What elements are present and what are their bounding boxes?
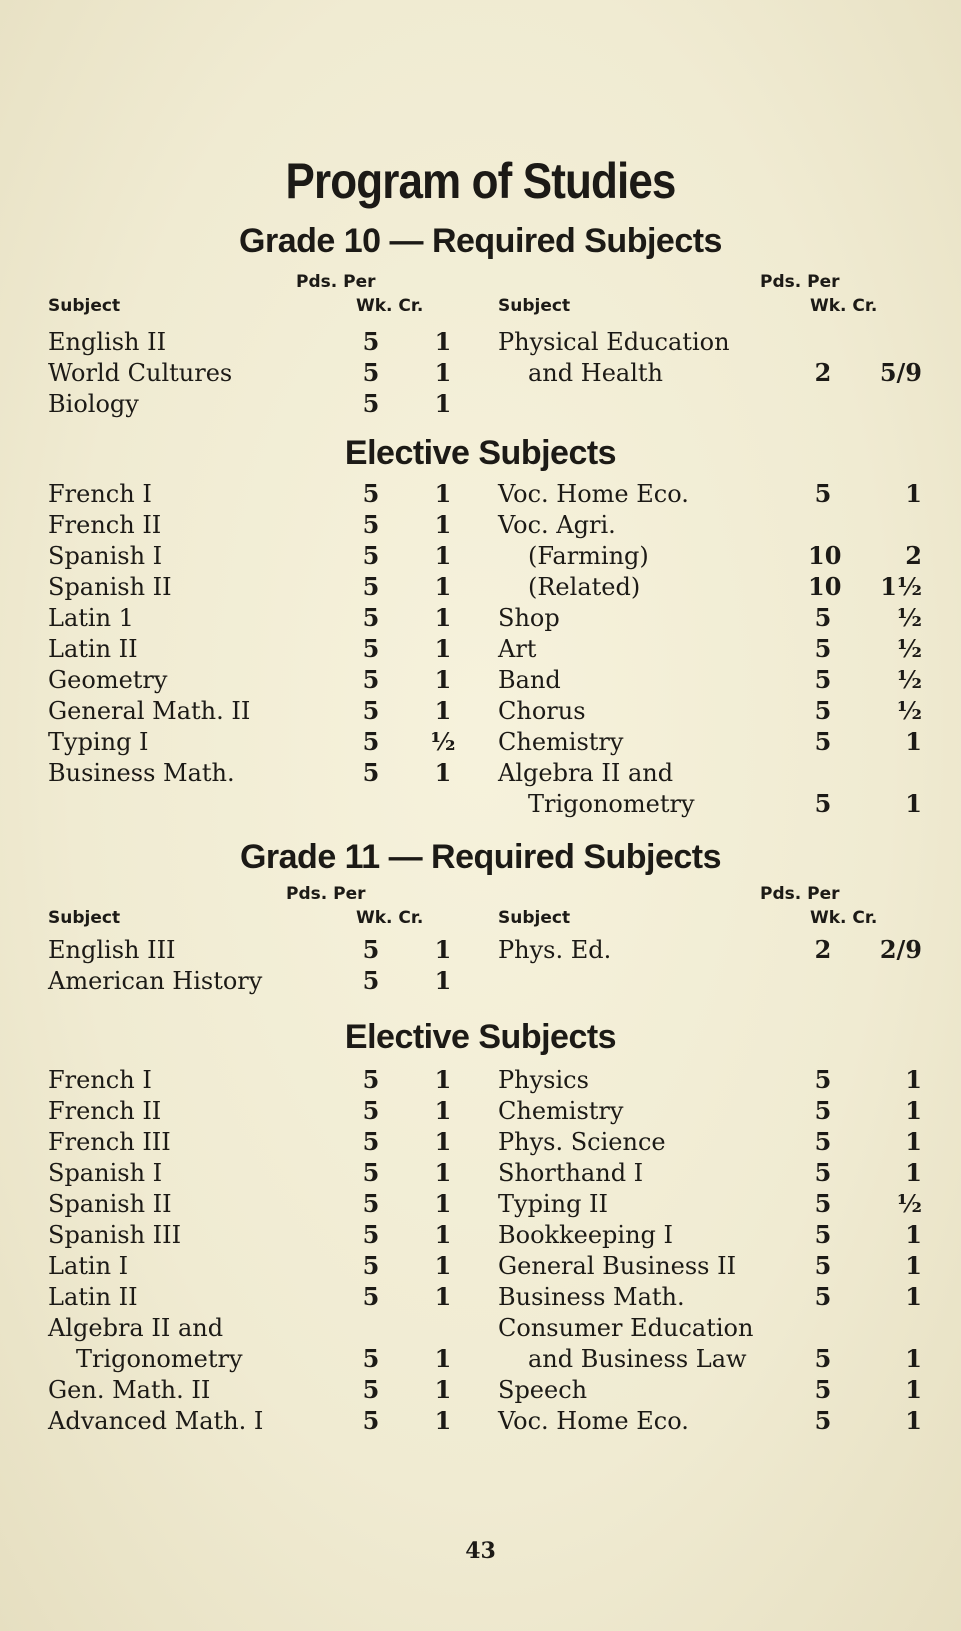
row-subject-left: Typing I [48, 728, 149, 756]
row-periods-right: 10 [808, 572, 842, 601]
row-subject-right: (Farming) [528, 542, 649, 570]
table-row [0, 571, 961, 603]
row-periods-left: 5 [362, 1096, 380, 1125]
row-credits-left: 1 [434, 389, 452, 418]
row-subject-right: General Business II [498, 1252, 737, 1280]
row-subject-left: Spanish III [48, 1221, 182, 1249]
table-row [0, 1126, 961, 1158]
row-subject-left: Advanced Math. I [48, 1407, 264, 1435]
row-credits-left: 1 [434, 603, 452, 632]
row-subject-right: Business Math. [498, 1283, 685, 1311]
row-periods-right: 5 [814, 789, 832, 818]
row-subject-left: English II [48, 328, 167, 356]
row-credits-right: 2 [905, 541, 922, 570]
row-credits-left: 1 [434, 1282, 452, 1311]
page-title: Program of Studies [285, 153, 676, 209]
table-row [0, 1405, 961, 1437]
row-credits-right: 5/9 [879, 358, 922, 387]
table-row [0, 934, 961, 966]
row-subject-right: Bookkeeping I [498, 1221, 673, 1249]
row-subject-left: Business Math. [48, 759, 235, 787]
row-subject-left: General Math. II [48, 697, 251, 725]
row-periods-left: 5 [362, 1127, 380, 1156]
row-subject-left: French II [48, 1097, 162, 1125]
page-number: 43 [465, 1538, 496, 1564]
row-subject-right: Voc. Home Eco. [498, 480, 689, 508]
table-row [0, 509, 961, 541]
row-credits-left: 1 [434, 696, 452, 725]
row-credits-left: 1 [434, 541, 452, 570]
grade11-header-subject-left: Subject [48, 908, 121, 928]
table-row [0, 1281, 961, 1313]
row-credits-left: 1 [434, 1096, 452, 1125]
table-row [0, 1343, 961, 1375]
table-row [0, 965, 961, 997]
row-periods-left: 5 [362, 665, 380, 694]
row-periods-right: 5 [814, 1127, 832, 1156]
row-credits-left: 1 [434, 1189, 452, 1218]
row-credits-right: 1 [905, 1251, 922, 1280]
grade10-elective-heading: Elective Subjects [344, 434, 617, 472]
row-subject-left: Spanish I [48, 542, 163, 570]
row-credits-left: 1 [434, 510, 452, 539]
row-credits-right: 1 [905, 1065, 922, 1094]
row-credits-left: ½ [430, 727, 456, 756]
row-periods-right: 5 [814, 727, 832, 756]
row-subject-right: Chemistry [498, 1097, 624, 1125]
row-credits-right: 1 [905, 727, 922, 756]
row-credits-left: 1 [434, 479, 452, 508]
row-credits-left: 1 [434, 327, 452, 356]
table-row [0, 695, 961, 727]
row-periods-right: 5 [814, 1375, 832, 1404]
row-subject-left: French I [48, 480, 152, 508]
row-periods-left: 5 [362, 966, 380, 995]
table-row [0, 540, 961, 572]
row-credits-right: ½ [896, 603, 922, 632]
grade11-elective-heading: Elective Subjects [344, 1018, 617, 1056]
table-row [0, 664, 961, 696]
row-periods-left: 5 [362, 572, 380, 601]
table-row [0, 1157, 961, 1189]
row-credits-left: 1 [434, 1251, 452, 1280]
row-periods-right: 5 [814, 1065, 832, 1094]
row-subject-right: Typing II [498, 1190, 609, 1218]
row-periods-right: 5 [814, 1344, 832, 1373]
row-credits-right: 1 [905, 789, 922, 818]
table-row [0, 602, 961, 634]
grade10-header-pds-left: Pds. Per [296, 272, 376, 292]
row-subject-right: Chemistry [498, 728, 624, 756]
row-subject-right: Consumer Education [498, 1314, 754, 1342]
row-subject-left: Latin I [48, 1252, 129, 1280]
row-periods-left: 5 [362, 1406, 380, 1435]
row-credits-right: ½ [896, 634, 922, 663]
table-row [0, 1250, 961, 1282]
row-credits-left: 1 [434, 966, 452, 995]
row-credits-left: 1 [434, 1158, 452, 1187]
row-subject-right: Speech [498, 1376, 588, 1404]
table-row [0, 1312, 961, 1344]
row-periods-left: 5 [362, 1282, 380, 1311]
grade10-header-pds-right: Pds. Per [760, 272, 840, 292]
row-subject-right: and Health [528, 359, 663, 387]
row-subject-right: Voc. Agri. [498, 511, 616, 539]
row-subject-right: Voc. Home Eco. [498, 1407, 689, 1435]
row-credits-left: 1 [434, 1406, 452, 1435]
row-credits-right: 1 [905, 1127, 922, 1156]
row-periods-left: 5 [362, 1189, 380, 1218]
row-periods-right: 5 [814, 665, 832, 694]
row-periods-left: 5 [362, 696, 380, 725]
row-periods-left: 5 [362, 358, 380, 387]
row-periods-left: 5 [362, 1065, 380, 1094]
table-row [0, 1374, 961, 1406]
row-subject-right: Shop [498, 604, 560, 632]
row-credits-right: ½ [896, 1189, 922, 1218]
row-subject-left: French II [48, 511, 162, 539]
grade10-header-subject-right: Subject [498, 296, 571, 316]
row-subject-right: Art [498, 635, 537, 663]
row-credits-left: 1 [434, 935, 452, 964]
grade10-header-subject-left: Subject [48, 296, 121, 316]
row-periods-left: 5 [362, 389, 380, 418]
row-subject-left: Latin 1 [48, 604, 134, 632]
row-subject-left: Biology [48, 390, 139, 418]
row-subject-left: Spanish I [48, 1159, 163, 1187]
row-credits-right: 1 [905, 1158, 922, 1187]
row-subject-left: Algebra II and [48, 1314, 224, 1342]
row-periods-right: 5 [814, 634, 832, 663]
table-row [0, 1219, 961, 1251]
row-subject-right: Physical Education [498, 328, 730, 356]
row-subject-right: and Business Law [528, 1345, 747, 1373]
row-credits-left: 1 [434, 1065, 452, 1094]
row-credits-right: 1 [905, 1096, 922, 1125]
row-periods-left: 5 [362, 510, 380, 539]
row-periods-left: 5 [362, 758, 380, 787]
row-periods-right: 5 [814, 696, 832, 725]
table-row [0, 357, 961, 389]
row-subject-left: English III [48, 936, 176, 964]
row-periods-right: 5 [814, 1282, 832, 1311]
row-credits-right: 1 [905, 479, 922, 508]
row-credits-left: 1 [434, 1344, 452, 1373]
row-periods-right: 5 [814, 1220, 832, 1249]
row-periods-left: 5 [362, 935, 380, 964]
row-periods-right: 5 [814, 479, 832, 508]
row-subject-left: Latin II [48, 1283, 138, 1311]
row-periods-right: 10 [808, 541, 842, 570]
row-subject-right: Chorus [498, 697, 586, 725]
row-periods-left: 5 [362, 634, 380, 663]
row-subject-left: Spanish II [48, 573, 172, 601]
row-subject-left: Trigonometry [76, 1345, 243, 1373]
row-subject-right: Band [498, 666, 561, 694]
table-row [0, 478, 961, 510]
grade10-header-wkcr-right: Wk. Cr. [810, 296, 878, 316]
grade11-header-subject-right: Subject [498, 908, 571, 928]
row-credits-right: 1½ [880, 572, 922, 601]
row-periods-left: 5 [362, 1251, 380, 1280]
grade10-required-heading: Grade 10 — Required Subjects [239, 222, 722, 260]
table-row [0, 1064, 961, 1096]
row-periods-left: 5 [362, 727, 380, 756]
row-subject-left: Latin II [48, 635, 138, 663]
row-subject-right: (Related) [528, 573, 641, 601]
row-credits-left: 1 [434, 634, 452, 663]
row-credits-right: 1 [905, 1220, 922, 1249]
table-row [0, 726, 961, 758]
table-row [0, 388, 961, 420]
row-credits-right: ½ [896, 665, 922, 694]
row-periods-left: 5 [362, 1158, 380, 1187]
row-subject-left: French I [48, 1066, 152, 1094]
table-row [0, 1095, 961, 1127]
row-periods-left: 5 [362, 541, 380, 570]
grade11-header-wkcr-right: Wk. Cr. [810, 908, 878, 928]
row-periods-left: 5 [362, 327, 380, 356]
row-credits-right: 1 [905, 1282, 922, 1311]
row-subject-right: Physics [498, 1066, 589, 1094]
row-credits-left: 1 [434, 1220, 452, 1249]
row-subject-left: World Cultures [48, 359, 233, 387]
row-periods-left: 5 [362, 479, 380, 508]
row-credits-left: 1 [434, 1127, 452, 1156]
grade11-header-pds-right: Pds. Per [760, 884, 840, 904]
grade11-required-heading: Grade 11 — Required Subjects [239, 838, 722, 876]
row-subject-right: Trigonometry [528, 790, 695, 818]
row-credits-left: 1 [434, 758, 452, 787]
row-periods-right: 2 [814, 935, 832, 964]
row-subject-right: Phys. Science [498, 1128, 666, 1156]
row-periods-left: 5 [362, 1344, 380, 1373]
row-subject-left: American History [48, 967, 263, 995]
row-periods-right: 5 [814, 1096, 832, 1125]
row-subject-right: Shorthand I [498, 1159, 644, 1187]
row-subject-left: French III [48, 1128, 171, 1156]
row-periods-left: 5 [362, 603, 380, 632]
row-subject-left: Geometry [48, 666, 168, 694]
row-credits-right: 2/9 [879, 935, 922, 964]
row-credits-left: 1 [434, 665, 452, 694]
row-subject-right: Algebra II and [498, 759, 674, 787]
row-credits-right: ½ [896, 696, 922, 725]
row-periods-right: 5 [814, 603, 832, 632]
row-subject-left: Spanish II [48, 1190, 172, 1218]
row-credits-right: 1 [905, 1406, 922, 1435]
row-periods-right: 2 [814, 358, 832, 387]
table-row [0, 757, 961, 789]
row-periods-left: 5 [362, 1375, 380, 1404]
row-credits-left: 1 [434, 1375, 452, 1404]
row-periods-left: 5 [362, 1220, 380, 1249]
grade10-header-wkcr-left: Wk. Cr. [356, 296, 424, 316]
row-credits-right: 1 [905, 1375, 922, 1404]
row-credits-left: 1 [434, 358, 452, 387]
table-row [0, 633, 961, 665]
grade11-header-pds-left: Pds. Per [286, 884, 366, 904]
row-credits-right: 1 [905, 1344, 922, 1373]
row-periods-right: 5 [814, 1158, 832, 1187]
table-row [0, 326, 961, 358]
row-subject-left: Gen. Math. II [48, 1376, 211, 1404]
row-periods-right: 5 [814, 1406, 832, 1435]
grade11-header-wkcr-left: Wk. Cr. [356, 908, 424, 928]
table-row [0, 1188, 961, 1220]
row-periods-right: 5 [814, 1251, 832, 1280]
row-periods-right: 5 [814, 1189, 832, 1218]
row-subject-right: Phys. Ed. [498, 936, 612, 964]
row-credits-left: 1 [434, 572, 452, 601]
table-row [0, 788, 961, 820]
